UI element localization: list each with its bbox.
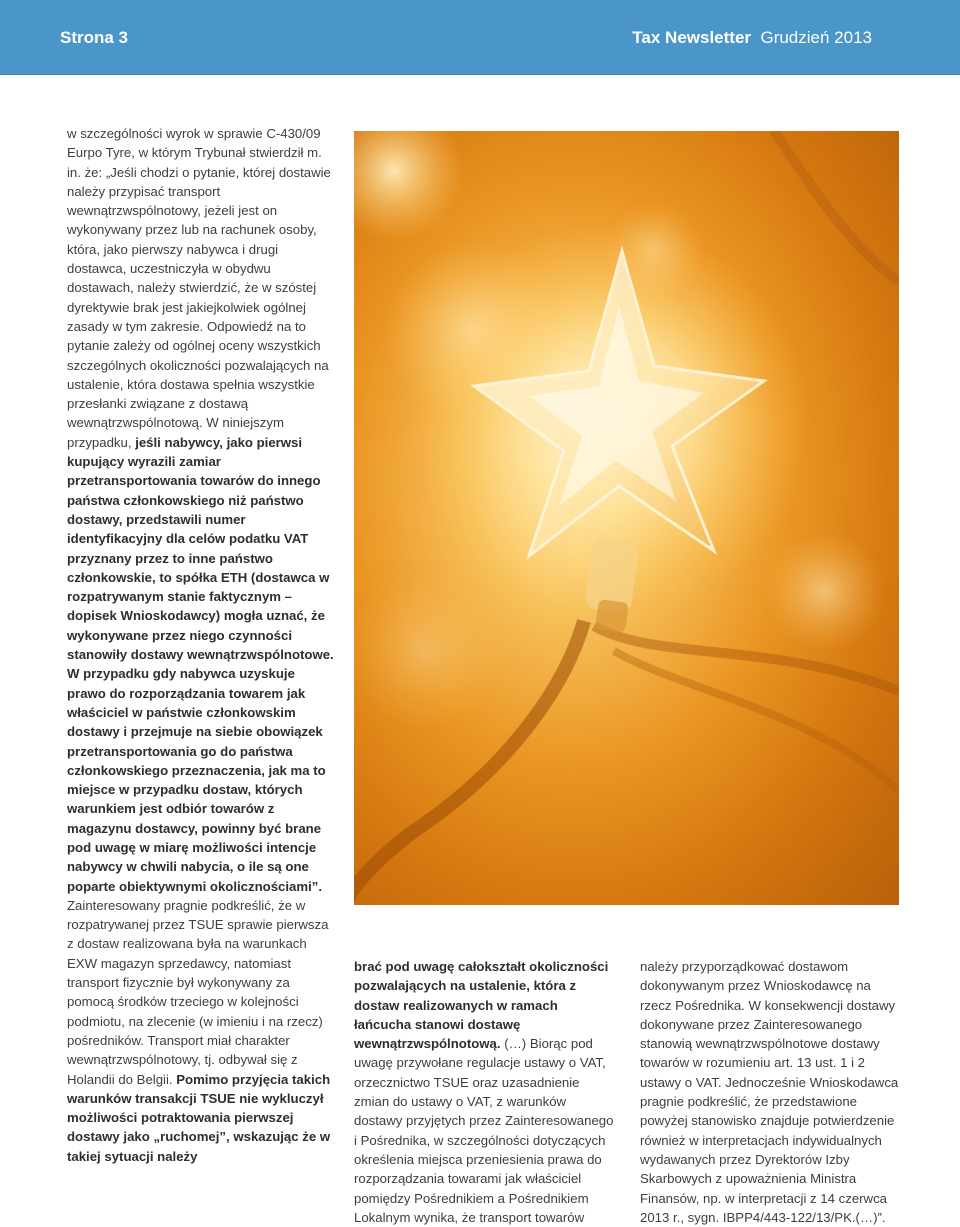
newsletter-name: Tax Newsletter [632,28,752,47]
page-header [0,0,960,75]
text-run: Zainteresowany pragnie podkreślić, że w rozpatrywanej przez TSUE sprawie pierwsza z dostaw realizowana była na warunkach EXW magazyn sprzedawcy, natomiast transport fizycznie był wykonywany za pomocą środków trzeciego w kolejności podmiotu, na zlecenie (w imieniu i na rzecz) pośredników. Transport miał charakter wewnątrzwspólnotowy, tj. odbywał się z Holandii do Belgii. [67,897,329,1087]
bold-run: jeśli nabywcy, jako pierwsi kupujący wyrazili zamiar przetransportowania towarów do innego państwa członkowskiego niż państwo dostawy, przedstawili numer identyfikacyjny dla celów podatku VAT przyznany przez to inne państwo członkowskie, to spółka ETH (dostawca w rozpatrywanym stanie faktycznym – dopisek Wnioskodawcy) mogła uznać, że wykonywane przez niego czynności stanowiły dostawy wewnątrzwspólnotowe. W przypadku gdy nabywca uzyskuje prawo do rozporządzania towarem jak właściciel w państwie członkowskim dostawy i przejmuje na siebie obowiązek przetransportowania go do państwa członkowskiego przeznaczenia, jak ma to miejsce w przypadku dostaw, których warunkiem jest odbiór towarów z magazynu dostawcy, powinny być brane pod uwagę w miarę możliwości intencje nabywcy w chwili nabycia, o ile są one poparte obiektywnymi okolicznościami”. [67,434,334,894]
newsletter-title [632,28,872,48]
text-column-1 [67,124,335,1166]
page-number: Strona 3 [60,28,129,47]
text-run: (…) Biorąc pod uwagę przywołane regulacje ustawy o VAT, orzecznictwo TSUE oraz uzasadnienie zmian do ustawy o VAT, z warunków dostawy przyjętych przez Zainteresowanego i Pośrednika, w szczególności dotyczących określenia miejsca przeniesienia prawa do rozporządzania towarami jak właściciel pomiędzy Pośrednikiem a Pośrednikiem Lokalnym wynika, że transport towarów [354,1036,614,1225]
paragraph [640,957,902,1227]
text-column-3 [640,957,902,1227]
bold-run: Pomimo przyjęcia takich warunków transakcji TSUE nie wykluczył możliwości potraktowania pierwszej dostawy jako „ruchomej”, wskazując że w takiej sytuacji należy [67,1071,331,1164]
text-run: w szczególności wyrok w sprawie C-430/09 Eurpo Tyre, w którym Trybunał stwierdził m. in. że: „Jeśli chodzi o pytanie, której dostawie należy przypisać transport wewnątrzwspólnotowy, jeżeli jest on wykonywany przez lub na rachunek osoby, która, jako pierwszy nabywca i drugi dostawca, uczestniczyła w obydwu dostawach, należy stwierdzić, że w szóstej dyrektywie brak jest jakiejkolwiek ogólnej zasady w tym zakresie. Odpowiedź na to pytanie zależy od ogólnej oceny wszystkich szczególnych okoliczności pozwalających na ustalenie, która dostawa spełnia wszystkie przesłanki związane z dostawą wewnątrzwspólnotową. W niniejszym przypadku, [67,126,331,450]
christmas-star-photo [354,131,899,905]
newsletter-date: Grudzień 2013 [760,28,872,47]
paragraph [67,124,335,1166]
bold-run: brać pod uwagę całokształt okoliczności pozwalających na ustalenie, która z dostaw realizowanych w ramach łańcucha stanowi dostawę wewnątrzwspólnotową. [354,959,609,1052]
text-column-2 [354,957,616,1227]
star-light-illustration [354,131,899,905]
paragraph [354,957,616,1227]
text-run: należy przyporządkować dostawom dokonywanym przez Wnioskodawcę na rzecz Pośrednika. W konsekwencji dostawy dokonywane przez Zainteresowanego stanowią wewnątrzwspólnotowe dostawy towarów w rozumieniu art. 13 ust. 1 i 2 ustawy o VAT. Jednocześnie Wnioskodawca pragnie podkreślić, że przedstawione powyżej stanowisko znajduje potwierdzenie również w interpretacjach indywidualnych wydawanych przez Dyrektorów Izby Skarbowych z upoważnienia Ministra Finansów, np. w interpretacji z 14 czerwca 2013 r., sygn. IBPP4/443-122/13/PK.(…)”. [640,959,899,1225]
